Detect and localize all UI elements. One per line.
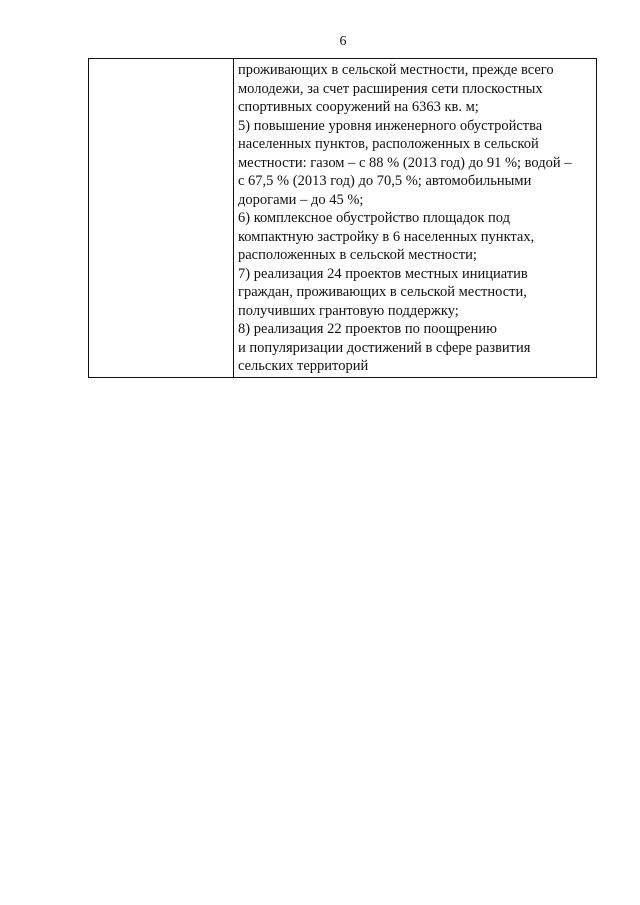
text-line: молодежи, за счет расширения сети плоскостных (238, 80, 543, 97)
text-line: дорогами – до 45 %; (238, 191, 364, 208)
text-line: получивших грантовую поддержку; (238, 302, 459, 319)
table-row (89, 59, 597, 378)
text-line: расположенных в сельской местности; (238, 247, 477, 263)
table-cell-left (89, 59, 234, 378)
text-line: спортивных сооружений на 6363 кв. м; (238, 99, 479, 115)
text-line: компактную застройку в 6 населенных пунктах, (238, 228, 535, 245)
text-line: и популяризации достижений в сфере развития (238, 339, 531, 356)
text-line: населенных пунктов, расположенных в сельской (238, 136, 539, 152)
text-line: 6) комплексное обустройство площадок под (238, 210, 511, 226)
text-line: местности: газом – с 88 % (2013 год) до 91 %; водой – (238, 154, 572, 171)
table-cell-right (234, 59, 597, 378)
text-line: 7) реализация 24 проектов местных инициатив (238, 265, 528, 282)
text-line: сельских территорий (238, 358, 369, 374)
page-number: 6 (339, 34, 347, 49)
text-line: 8) реализация 22 проектов по поощрению (238, 321, 497, 337)
document-table (88, 58, 597, 378)
text-line: проживающих в сельской местности, прежде всего (238, 62, 554, 78)
text-line: 5) повышение уровня инженерного обустройства (238, 117, 543, 134)
text-line: граждан, проживающих в сельской местности, (238, 284, 527, 300)
text-line: с 67,5 % (2013 год) до 70,5 %; автомобильными (238, 173, 532, 189)
